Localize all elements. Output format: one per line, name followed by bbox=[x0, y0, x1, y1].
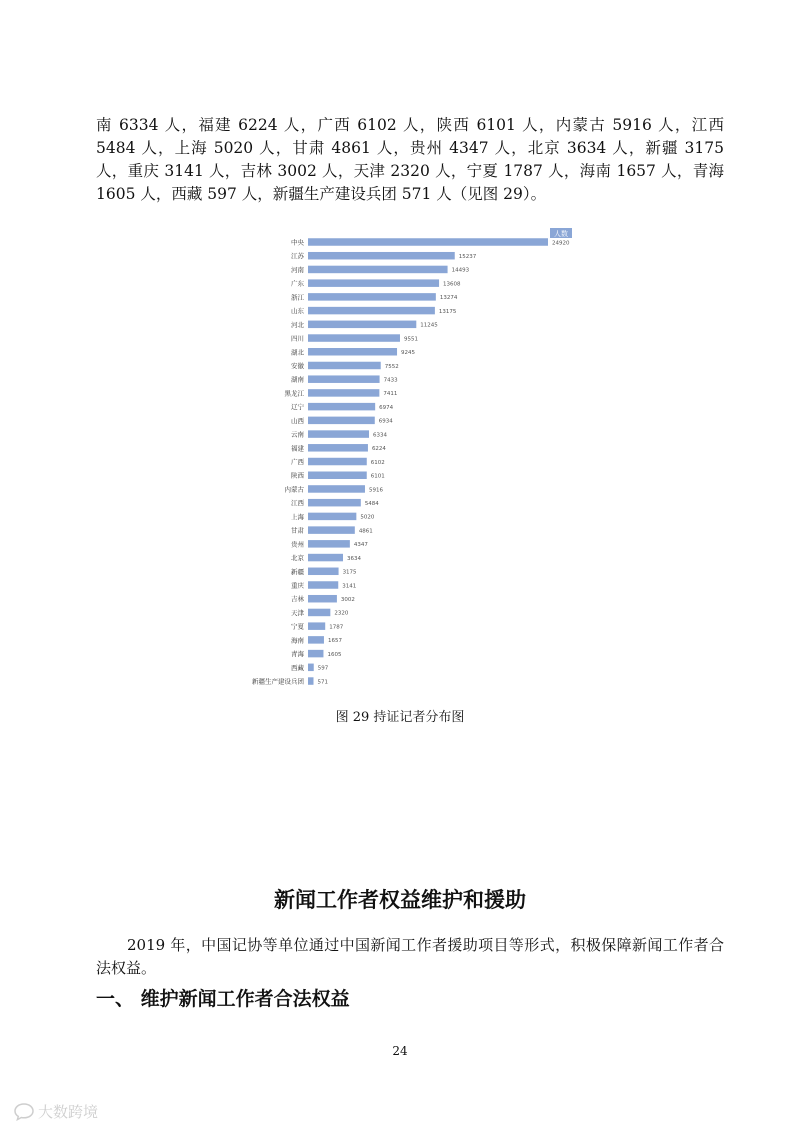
figure-caption: 图 29 持证记者分布图 bbox=[335, 710, 465, 725]
category-label: 青海 bbox=[291, 650, 304, 659]
bar bbox=[308, 677, 313, 685]
category-label: 陕西 bbox=[291, 471, 304, 480]
category-label: 云南 bbox=[291, 430, 304, 439]
bar-chart-svg bbox=[230, 224, 590, 696]
bar bbox=[308, 238, 548, 246]
bar bbox=[308, 595, 337, 603]
category-label: 河南 bbox=[291, 265, 304, 274]
category-label: 北京 bbox=[291, 554, 304, 563]
category-label: 福建 bbox=[291, 444, 304, 453]
category-label: 宁夏 bbox=[291, 622, 304, 631]
category-label: 广西 bbox=[291, 458, 304, 467]
value-label: 15237 bbox=[458, 254, 477, 261]
value-label: 3141 bbox=[342, 583, 357, 590]
category-label: 吉林 bbox=[291, 595, 304, 604]
bar bbox=[308, 252, 455, 260]
category-label: 黑龙江 bbox=[284, 389, 304, 398]
bar bbox=[308, 375, 380, 383]
bar bbox=[308, 568, 339, 576]
bar bbox=[308, 526, 355, 534]
category-label: 浙江 bbox=[291, 293, 304, 302]
value-label: 1657 bbox=[327, 638, 342, 645]
value-label: 2320 bbox=[334, 610, 349, 617]
intro-paragraph: 南 6334 人，福建 6224 人，广西 6102 人，陕西 6101 人，内蒙古 5916 人，江西 5484 人，上海 5020 人，甘肃 4861 人，贵州 4347 人，北京 3634 人，新疆 3175 人，重庆 3141 人，吉林 3002 人，天津 2320 人，宁夏 1787 人，海南 1657 人，青海 1605 人，西藏 597 人，新疆生产建设兵团 571 人（见图 29）。 bbox=[96, 116, 724, 203]
category-label: 江苏 bbox=[291, 252, 304, 261]
value-label: 5020 bbox=[360, 514, 375, 521]
value-label: 3002 bbox=[340, 597, 355, 604]
value-label: 9551 bbox=[403, 336, 418, 343]
value-label: 13608 bbox=[443, 281, 461, 288]
value-label: 1787 bbox=[329, 624, 344, 631]
bar bbox=[308, 293, 436, 301]
category-label: 新疆生产建设兵团 bbox=[252, 677, 304, 686]
bar bbox=[308, 362, 381, 370]
category-label: 四川 bbox=[291, 334, 304, 343]
bar bbox=[308, 417, 375, 425]
bar bbox=[308, 321, 416, 329]
bar bbox=[308, 430, 369, 438]
category-label: 重庆 bbox=[291, 581, 304, 590]
category-label: 天津 bbox=[291, 608, 304, 617]
bar bbox=[308, 403, 375, 411]
category-label: 贵州 bbox=[291, 540, 304, 549]
chat-bubble-icon bbox=[14, 1103, 34, 1121]
value-label: 7433 bbox=[383, 377, 398, 384]
value-label: 6974 bbox=[379, 404, 394, 411]
bar bbox=[308, 664, 314, 672]
bar-chart bbox=[230, 224, 590, 696]
value-label: 597 bbox=[317, 665, 329, 672]
watermark-text: 大数跨境 bbox=[38, 1103, 99, 1121]
bar bbox=[308, 279, 439, 287]
value-label: 6102 bbox=[370, 459, 385, 466]
bar bbox=[308, 636, 324, 644]
subsection-title: 一、 维护新闻工作者合法权益 bbox=[96, 988, 350, 1010]
category-label: 上海 bbox=[291, 512, 304, 521]
bar bbox=[308, 444, 368, 452]
category-label: 辽宁 bbox=[291, 403, 304, 412]
value-label: 14493 bbox=[451, 267, 470, 274]
bar bbox=[308, 513, 356, 521]
watermark bbox=[14, 1101, 98, 1122]
bar bbox=[308, 348, 397, 356]
category-label: 内蒙古 bbox=[284, 485, 304, 494]
body-paragraph: 2019 年，中国记协等单位通过中国新闻工作者援助项目等形式，积极保障新闻工作者合法权益。 bbox=[96, 936, 724, 977]
value-label: 4861 bbox=[358, 528, 373, 535]
value-label: 3175 bbox=[342, 569, 357, 576]
category-label: 安徽 bbox=[291, 361, 304, 370]
category-label: 湖南 bbox=[291, 375, 304, 384]
category-label: 西藏 bbox=[291, 663, 304, 672]
value-label: 24920 bbox=[552, 240, 570, 247]
page-number: 24 bbox=[392, 1044, 408, 1058]
category-label: 湖北 bbox=[291, 348, 304, 357]
category-label: 广东 bbox=[291, 279, 304, 288]
category-label: 中央 bbox=[291, 238, 304, 247]
category-label: 新疆 bbox=[291, 567, 304, 576]
bar bbox=[308, 485, 365, 493]
value-label: 6334 bbox=[373, 432, 388, 439]
bar bbox=[308, 609, 330, 617]
value-label: 4347 bbox=[353, 542, 368, 549]
bar bbox=[308, 389, 379, 397]
value-label: 13175 bbox=[438, 308, 457, 315]
value-label: 5484 bbox=[364, 500, 379, 507]
legend-label: 人数 bbox=[554, 230, 568, 238]
bar bbox=[308, 458, 367, 466]
value-label: 11245 bbox=[420, 322, 438, 329]
category-label: 山东 bbox=[291, 307, 304, 316]
value-label: 6934 bbox=[378, 418, 393, 425]
value-label: 1605 bbox=[327, 651, 342, 658]
bar bbox=[308, 581, 338, 589]
bar bbox=[308, 540, 350, 548]
value-label: 9245 bbox=[401, 350, 416, 357]
bar bbox=[308, 650, 323, 658]
bar bbox=[308, 334, 400, 342]
value-label: 7411 bbox=[383, 391, 398, 398]
category-label: 甘肃 bbox=[291, 526, 304, 535]
value-label: 5916 bbox=[368, 487, 383, 494]
value-label: 6101 bbox=[370, 473, 385, 480]
bar bbox=[308, 622, 325, 630]
bar bbox=[308, 471, 367, 479]
category-label: 山西 bbox=[291, 416, 304, 425]
category-label: 江西 bbox=[291, 499, 304, 508]
value-label: 6224 bbox=[371, 446, 386, 453]
category-label: 河北 bbox=[291, 320, 304, 329]
value-label: 7552 bbox=[384, 363, 399, 370]
value-label: 13274 bbox=[439, 295, 458, 302]
section-title: 新闻工作者权益维护和援助 bbox=[274, 887, 526, 912]
bar bbox=[308, 307, 435, 315]
category-label: 海南 bbox=[291, 636, 304, 645]
bar bbox=[308, 499, 361, 507]
value-label: 571 bbox=[317, 679, 328, 686]
bar bbox=[308, 554, 343, 562]
value-label: 3634 bbox=[346, 555, 361, 562]
bar bbox=[308, 266, 448, 274]
